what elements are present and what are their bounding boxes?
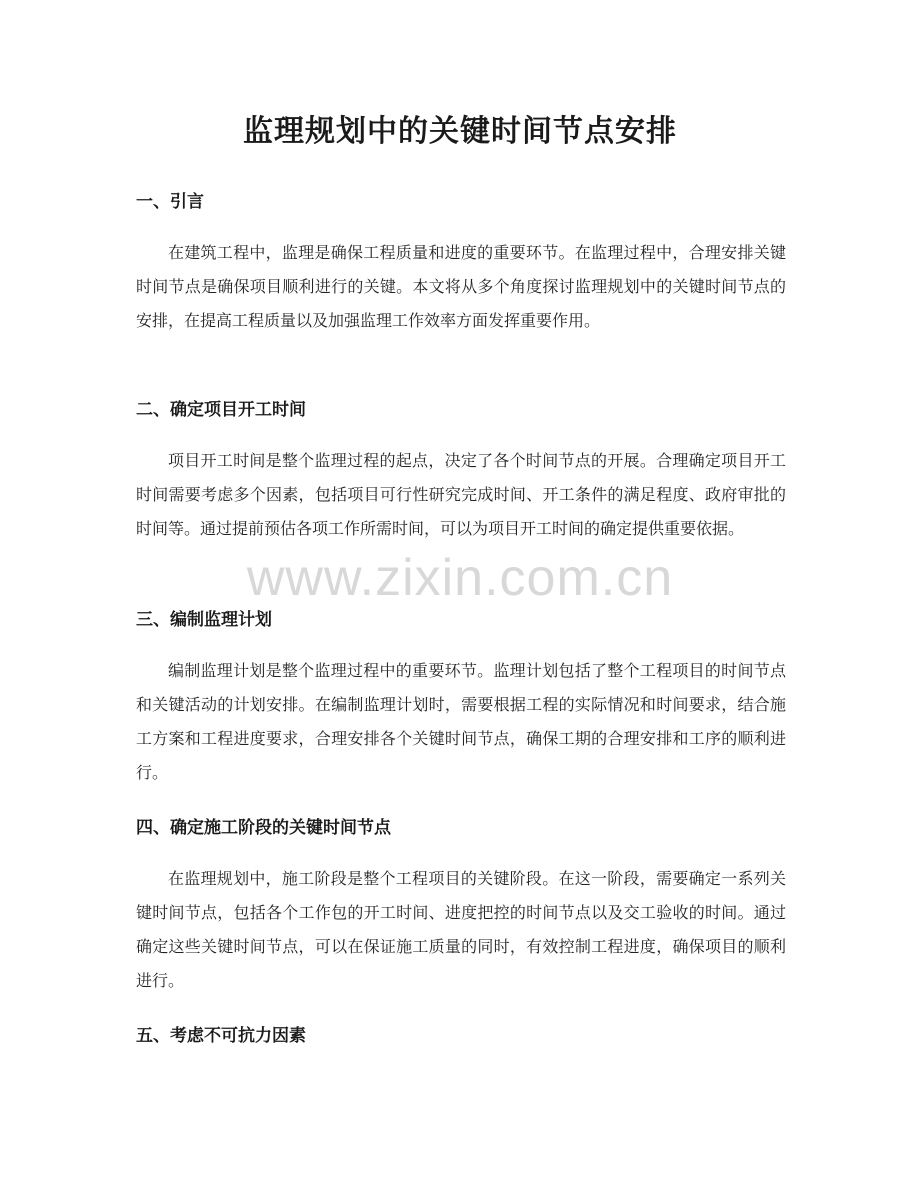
section-introduction bbox=[136, 190, 786, 338]
section-heading: 五、考虑不可抗力因素 bbox=[136, 1026, 306, 1046]
section-heading: 三、编制监理计划 bbox=[136, 610, 272, 630]
watermark-text: www.zixin.com.cn bbox=[246, 549, 674, 607]
section-paragraph: 编制监理计划是整个监理过程中的重要环节。监理计划包括了整个工程项目的时间节点和关键活动的计划安排。在编制监理计划时，需要根据工程的实际情况和时间要求，结合施工方案和工程进度要求，合理安排各个关键时间节点，确保工期的合理安排和工序的顺利进行。 bbox=[136, 661, 786, 782]
document-title: 监理规划中的关键时间节点安排 bbox=[243, 114, 677, 149]
section-project-start-time bbox=[136, 398, 786, 546]
section-construction-milestones bbox=[136, 816, 786, 998]
section-heading: 二、确定项目开工时间 bbox=[136, 400, 306, 420]
section-force-majeure bbox=[136, 1024, 786, 1048]
section-paragraph: 在建筑工程中，监理是确保工程质量和进度的重要环节。在监理过程中，合理安排关键时间节点是确保项目顺利进行的关键。本文将从多个角度探讨监理规划中的关键时间节点的安排，在提高工程质量以及加强监理工作效率方面发挥重要作用。 bbox=[136, 243, 786, 330]
section-paragraph: 项目开工时间是整个监理过程的起点，决定了各个时间节点的开展。合理确定项目开工时间需要考虑多个因素，包括项目可行性研究完成时间、开工条件的满足程度、政府审批的时间等。通过提前预估各项工作所需时间，可以为项目开工时间的确定提供重要依据。 bbox=[136, 451, 786, 538]
section-heading: 一、引言 bbox=[136, 192, 204, 212]
section-paragraph: 在监理规划中，施工阶段是整个工程项目的关键阶段。在这一阶段，需要确定一系列关键时间节点，包括各个工作包的开工时间、进度把控的时间节点以及交工验收的时间。通过确定这些关键时间节点，可以在保证施工质量的同时，有效控制工程进度，确保项目的顺利进行。 bbox=[136, 869, 786, 990]
section-heading: 四、确定施工阶段的关键时间节点 bbox=[136, 818, 391, 838]
section-supervision-plan bbox=[136, 608, 786, 790]
